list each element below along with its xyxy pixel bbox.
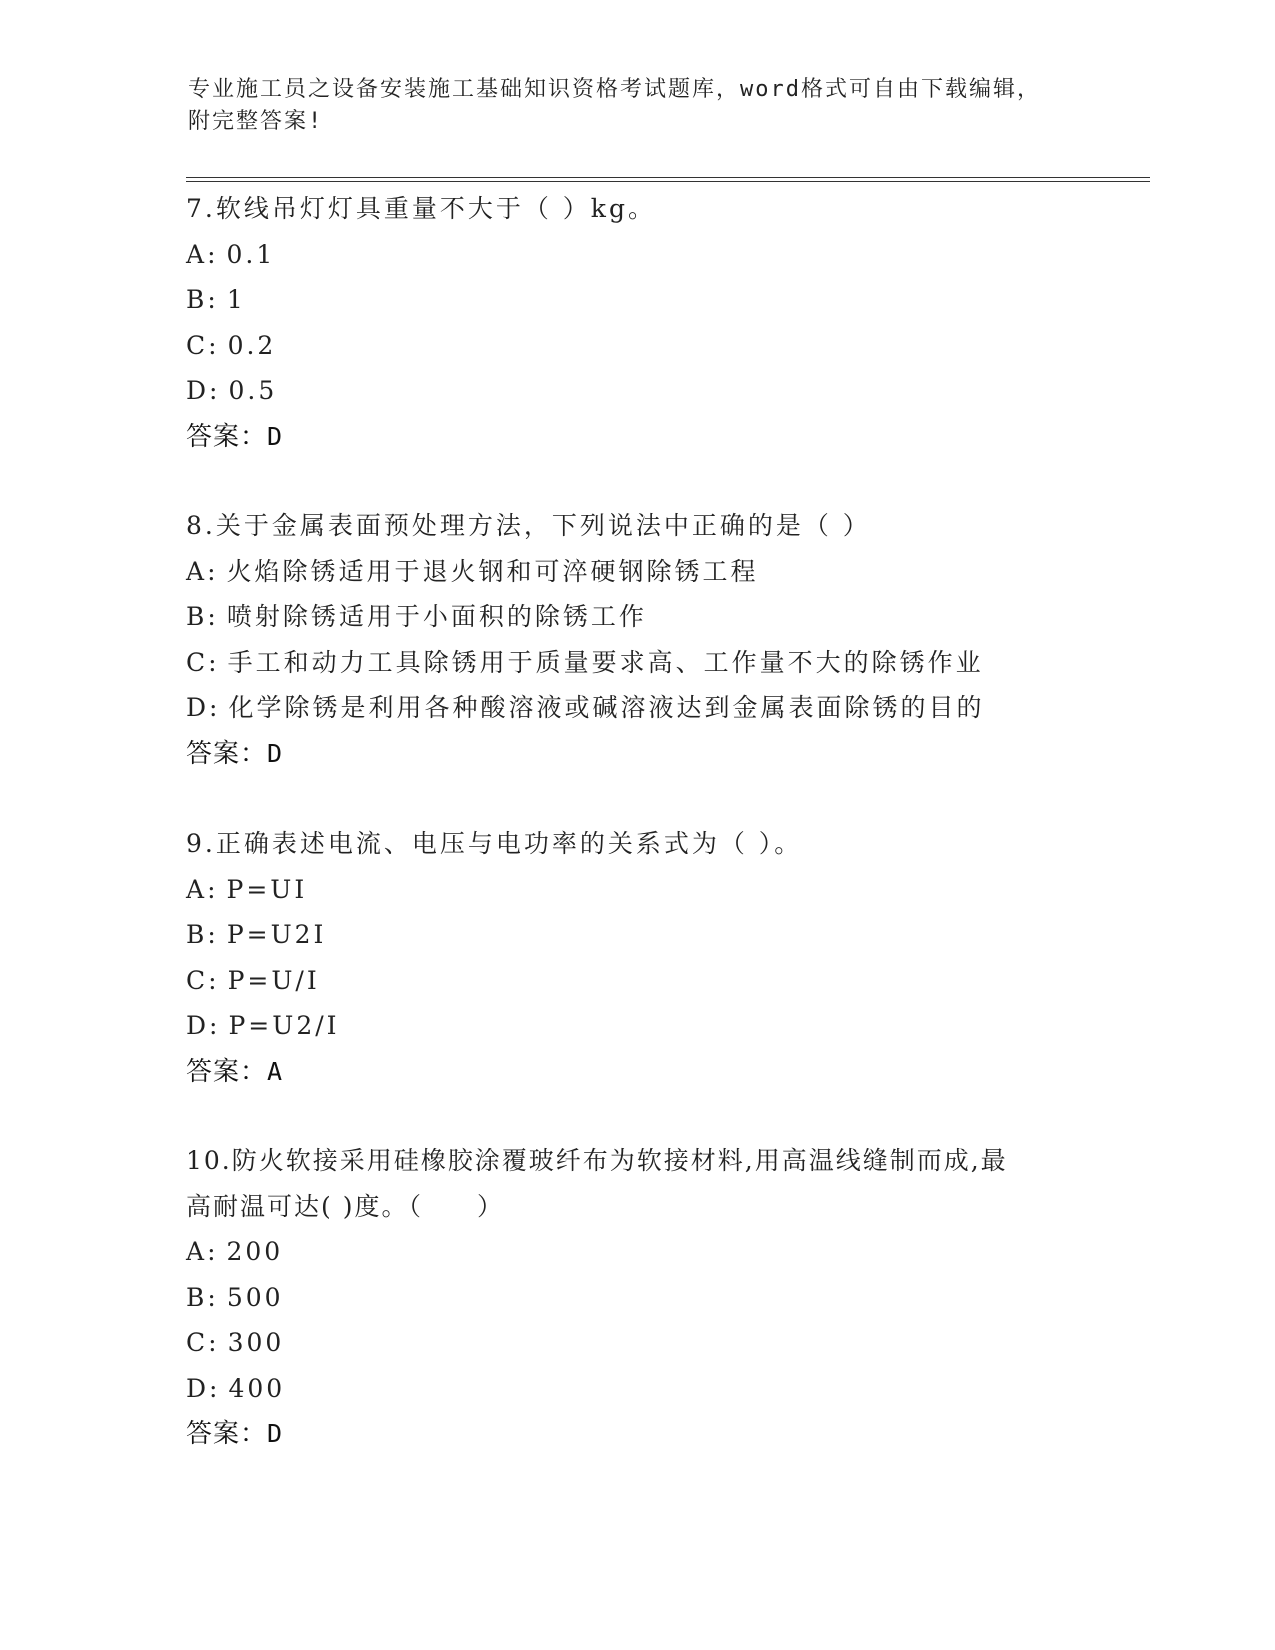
option-letter: A	[186, 1237, 208, 1266]
answer-line	[186, 1049, 1106, 1095]
answer-value: A	[267, 1056, 284, 1086]
option-text: 手工和动力工具除锈用于质量要求高、工作量不大的除锈作业	[227, 647, 984, 677]
answer-label: 答案：	[186, 421, 268, 452]
option-letter: A	[186, 874, 208, 904]
option-separator: :	[207, 239, 219, 269]
option-b	[186, 594, 1106, 640]
option-letter: B	[186, 285, 208, 314]
option-a	[186, 1229, 1106, 1275]
option-separator: :	[207, 1237, 219, 1266]
question-stem-continued	[186, 1184, 1106, 1230]
answer-label: 答案：	[186, 1419, 268, 1449]
option-separator: :	[207, 285, 219, 314]
answer-line	[186, 731, 1106, 777]
option-text: 500	[226, 1282, 284, 1312]
option-separator: :	[208, 965, 220, 995]
option-c	[186, 958, 1106, 1004]
option-letter: C	[186, 1328, 209, 1357]
answer-value: D	[267, 421, 284, 451]
option-letter: D	[186, 1373, 210, 1403]
question-text: 关于金属表面预处理方法，下列说法中正确的是（ ）	[215, 511, 871, 540]
option-separator: :	[208, 1328, 220, 1357]
option-a	[186, 549, 1106, 595]
option-letter: D	[186, 693, 210, 722]
question-text: 正确表述电流、电压与电功率的关系式为（ ）。	[215, 829, 803, 858]
option-separator: :	[208, 647, 220, 677]
option-text: P=U/I	[227, 965, 320, 995]
answer-label: 答案：	[186, 1056, 268, 1087]
option-separator: :	[208, 330, 220, 360]
question-number: 8.	[186, 511, 216, 540]
question-block-9	[186, 821, 1106, 1094]
option-d	[186, 1003, 1106, 1049]
option-text: P=U2/I	[228, 1011, 340, 1040]
answer-value: D	[267, 738, 284, 768]
option-separator: :	[207, 920, 219, 949]
option-separator: :	[207, 1282, 219, 1312]
option-letter: A	[186, 556, 208, 586]
option-text: 0.1	[226, 239, 276, 269]
question-stem	[186, 1138, 1106, 1184]
option-separator: :	[209, 1373, 221, 1403]
option-b	[186, 912, 1106, 958]
option-letter: D	[186, 1011, 210, 1040]
option-letter: C	[186, 965, 209, 995]
option-separator: :	[209, 376, 221, 405]
answer-line	[186, 414, 1106, 460]
option-separator: :	[207, 556, 219, 586]
answer-value: D	[267, 1419, 284, 1448]
option-separator: :	[209, 693, 221, 722]
option-text: 喷射除锈适用于小面积的除锈工作	[226, 602, 647, 631]
option-text: 0.5	[228, 376, 278, 405]
option-letter: A	[186, 239, 208, 269]
option-text: P=U2I	[226, 920, 327, 949]
option-letter: C	[186, 647, 209, 677]
question-block-8	[186, 503, 1106, 776]
header-line-1: 专业施工员之设备安装施工基础知识资格考试题库，word格式可自由下载编辑，	[188, 77, 1041, 102]
answer-label: 答案：	[186, 738, 268, 769]
option-text: 1	[226, 285, 246, 314]
option-d	[186, 368, 1106, 414]
option-separator: :	[207, 602, 219, 631]
question-number: 10.	[186, 1146, 232, 1175]
option-a	[186, 232, 1106, 278]
question-stem	[186, 821, 1106, 867]
question-stem	[186, 186, 1106, 232]
option-b	[186, 1275, 1106, 1321]
question-number: 9.	[186, 829, 216, 858]
header-line-2: 附完整答案!	[188, 109, 324, 134]
question-text: 防火软接采用硅橡胶涂覆玻纤布为软接材料,用高温线缝制而成,最	[231, 1146, 1008, 1175]
option-text: 300	[227, 1328, 285, 1357]
option-separator: :	[209, 1011, 221, 1040]
option-letter: C	[186, 330, 209, 360]
question-number: 7.	[186, 194, 216, 223]
option-separator: :	[207, 874, 219, 904]
question-stem	[186, 503, 1106, 549]
option-letter: B	[186, 920, 208, 949]
option-text: 400	[228, 1373, 286, 1403]
header-divider-top	[186, 177, 1150, 178]
option-d	[186, 685, 1106, 731]
question-block-7	[186, 186, 1106, 459]
option-text: 0.2	[227, 330, 277, 360]
option-c	[186, 323, 1106, 369]
option-b	[186, 277, 1106, 323]
option-c	[186, 1320, 1106, 1366]
option-d	[186, 1366, 1106, 1412]
option-a	[186, 867, 1106, 913]
header-divider-bottom	[186, 181, 1150, 182]
option-letter: B	[186, 1282, 208, 1312]
question-text: 软线吊灯灯具重量不大于（ ）kg。	[215, 194, 656, 223]
question-text: 高耐温可达( )度。（ ）	[186, 1191, 504, 1221]
option-text: 化学除锈是利用各种酸溶液或碱溶液达到金属表面除锈的目的	[228, 693, 985, 722]
option-letter: B	[186, 602, 208, 631]
document-header-note	[188, 74, 1088, 138]
option-text: 200	[226, 1237, 284, 1266]
option-c	[186, 640, 1106, 686]
option-text: P=UI	[226, 874, 308, 904]
option-letter: D	[186, 376, 210, 405]
answer-line	[186, 1411, 1106, 1457]
question-block-10	[186, 1138, 1106, 1457]
option-text: 火焰除锈适用于退火钢和可淬硬钢除锈工程	[226, 556, 759, 586]
